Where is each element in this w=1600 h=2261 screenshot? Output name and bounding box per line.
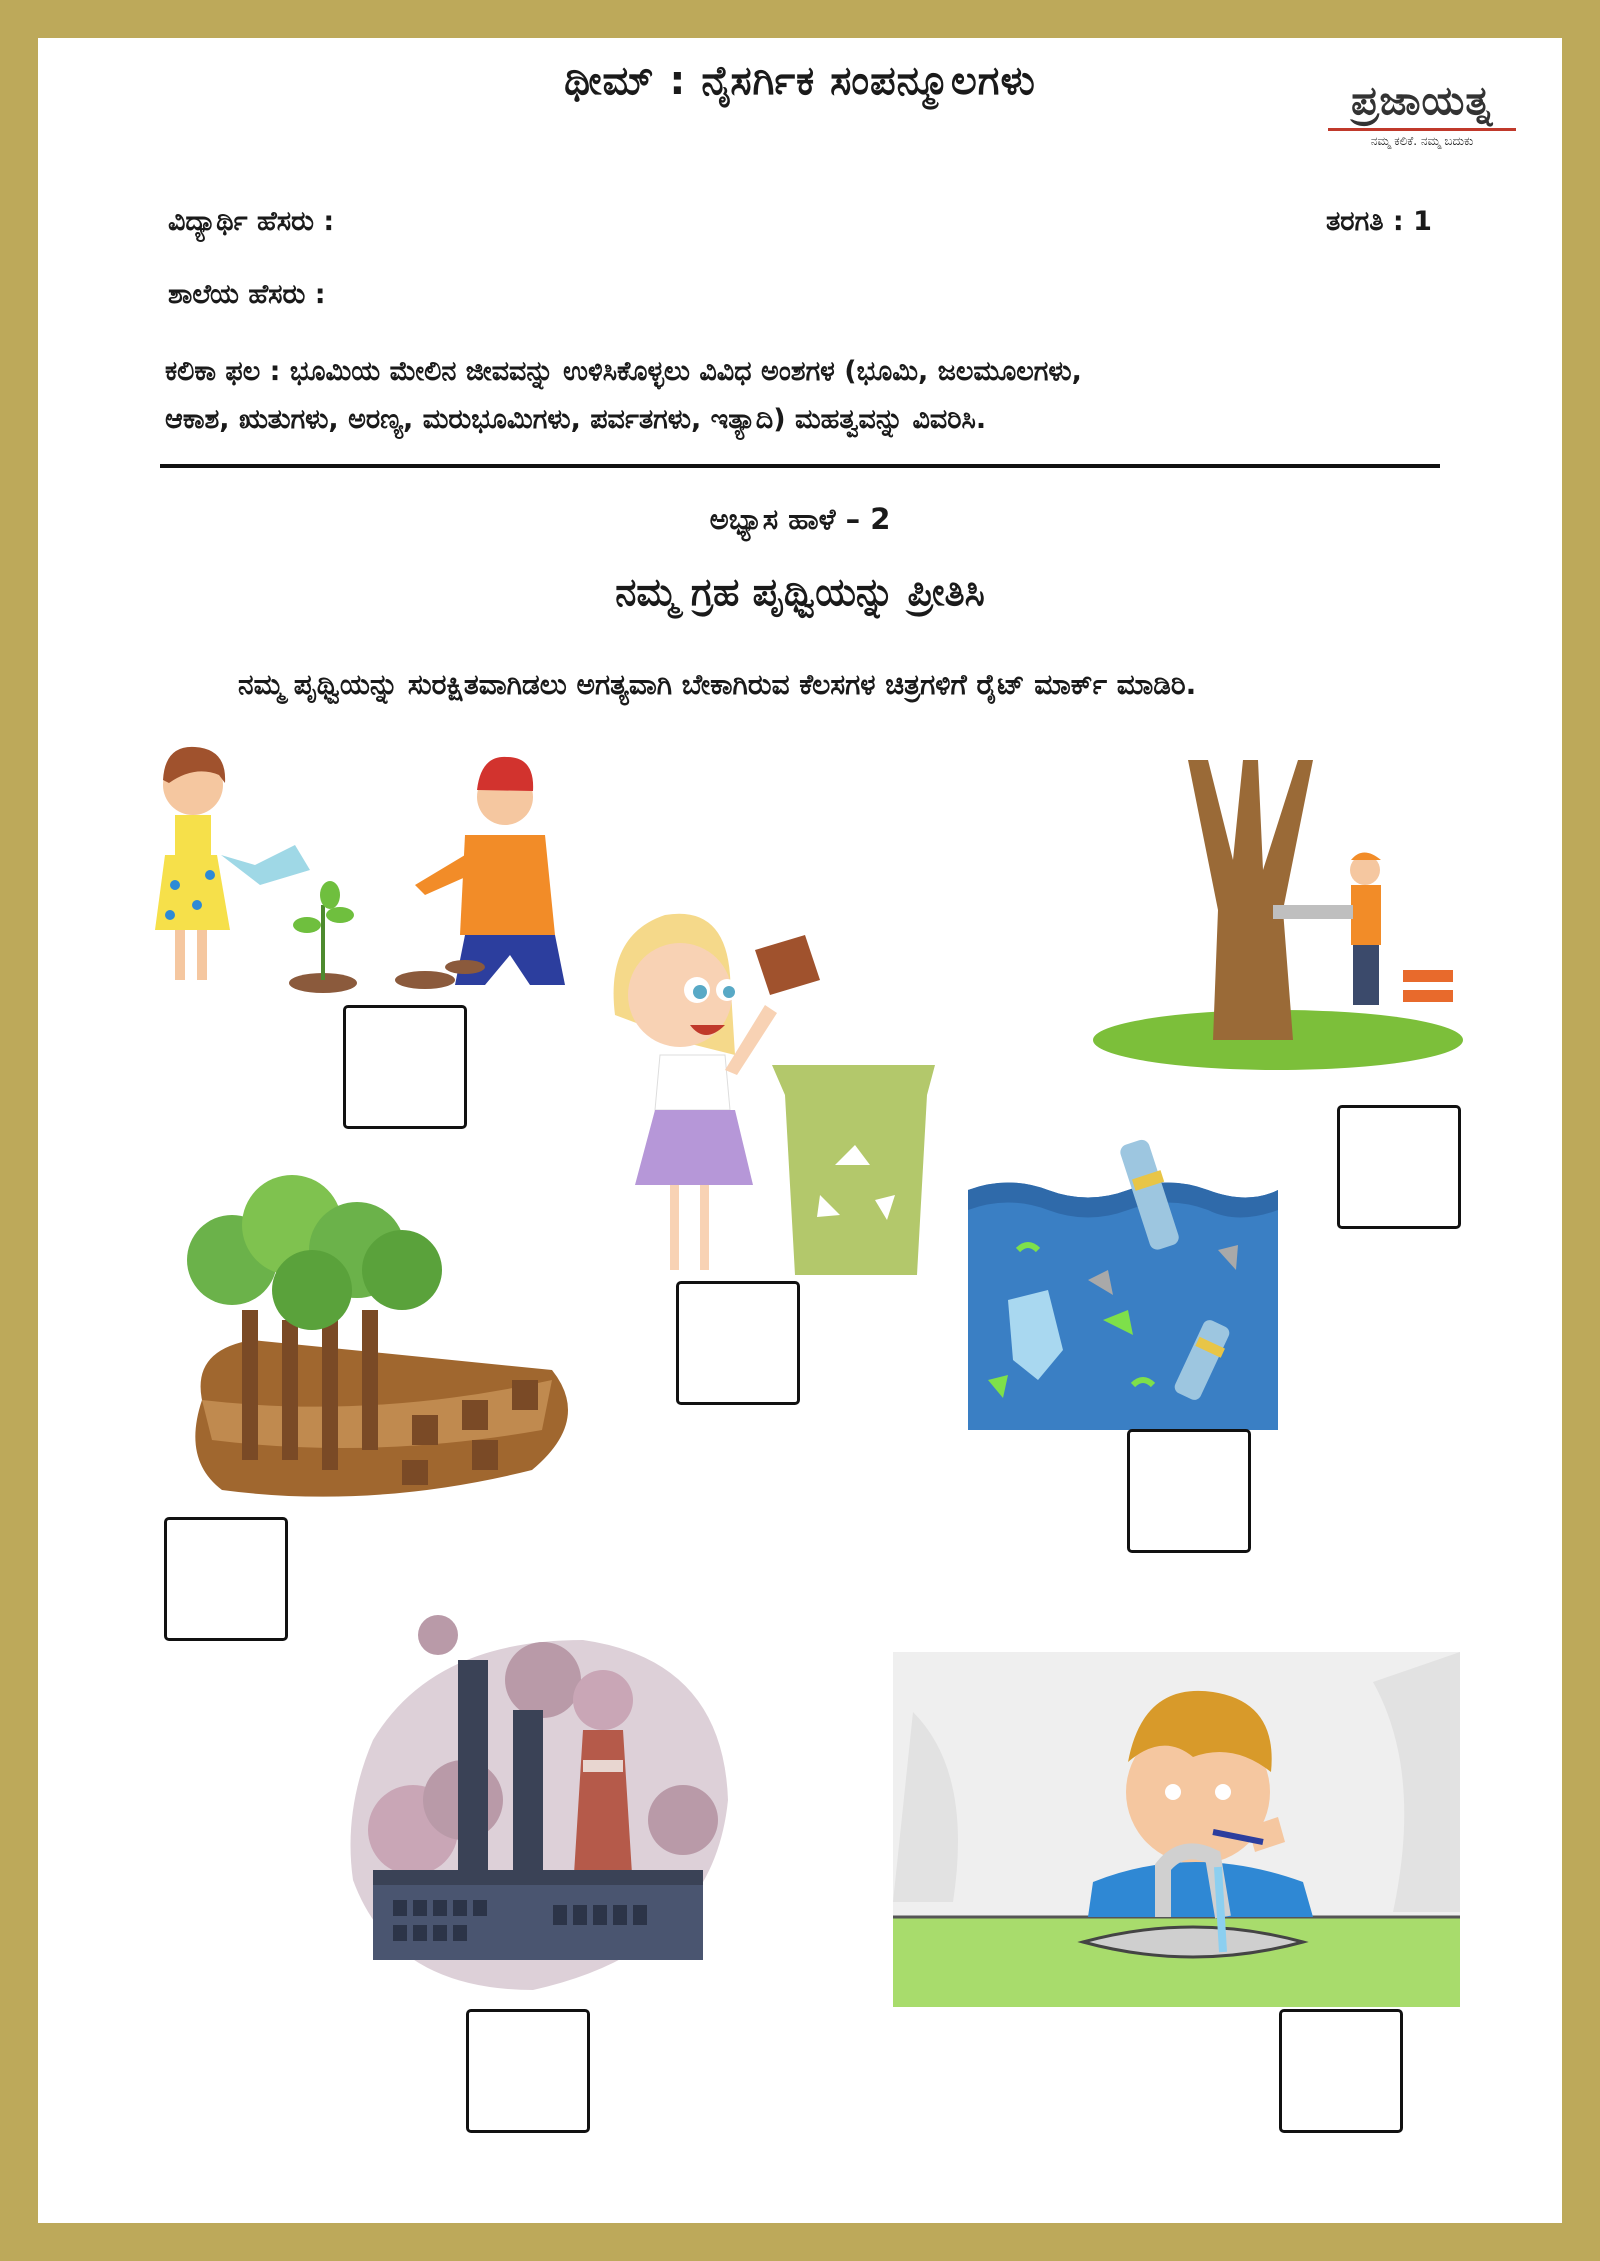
theme-title: ಥೀಮ್ : ನೈಸರ್ಗಿಕ ಸಂಪನ್ಮೂಲಗಳು bbox=[564, 58, 1036, 104]
children-planting-illustration bbox=[135, 735, 585, 995]
learning-outcome bbox=[165, 348, 1455, 444]
instruction-text: ನಮ್ಮ ಪೃಥ್ವಿಯನ್ನು ಸುರಕ್ಷಿತವಾಗಿಡಲು ಅಗತ್ಯವಾಗಿ ಬೇಕಾಗಿರುವ ಕೆಲಸಗಳ ಚಿತ್ರಗಳಿಗೆ ರೈಟ್ ಮಾರ್ಕ್ ಮಾಡಿರಿ. bbox=[238, 668, 1197, 701]
checkbox-deforestation[interactable] bbox=[164, 1517, 288, 1641]
tree-cutting-illustration bbox=[1093, 760, 1463, 1070]
logo-tagline: ನಮ್ಮ ಕಲಿಕೆ. ನಮ್ಮ ಬದುಕು bbox=[1370, 134, 1474, 148]
ocean-plastic-illustration bbox=[968, 1130, 1278, 1430]
factory-pollution-illustration bbox=[333, 1620, 733, 2010]
school-name-label: ಶಾಲೆಯ ಹೆಸರು : bbox=[168, 279, 326, 310]
checkbox-boy-brushing[interactable] bbox=[1279, 2009, 1403, 2133]
checkbox-tree-cutting[interactable] bbox=[1337, 1105, 1461, 1229]
divider-line bbox=[160, 464, 1440, 468]
learning-outcome-line-1: ಕಲಿಕಾ ಫಲ : ಭೂಮಿಯ ಮೇಲಿನ ಜೀವವನ್ನು ಉಳಿಸಿಕೊಳ್ಳಲು ವಿವಿಧ ಅಂಶಗಳ (ಭೂಮಿ, ಜಲಮೂಲಗಳು, bbox=[165, 356, 1082, 387]
learning-outcome-line-2: ಆಕಾಶ, ಋತುಗಳು, ಅರಣ್ಯ, ಮರುಭೂಮಿಗಳು, ಪರ್ವತಗಳು, ಇತ್ಯಾದಿ) ಮಹತ್ವವನ್ನು ವಿವರಿಸಿ. bbox=[165, 404, 987, 435]
student-name-label: ವಿದ್ಯಾರ್ಥಿ ಹೆಸರು : bbox=[168, 206, 335, 237]
deforestation-illustration bbox=[172, 1170, 582, 1510]
checkbox-girl-dustbin[interactable] bbox=[676, 1281, 800, 1405]
girl-dustbin-illustration bbox=[605, 895, 945, 1280]
logo-underline bbox=[1328, 128, 1516, 131]
boy-brushing-illustration bbox=[893, 1652, 1460, 2007]
checkbox-factory-pollution[interactable] bbox=[466, 2009, 590, 2133]
checkbox-ocean-plastic[interactable] bbox=[1127, 1429, 1251, 1553]
class-label: ತರಗತಿ : 1 bbox=[1326, 206, 1432, 237]
worksheet-number: ಅಭ್ಯಾಸ ಹಾಳೆ – 2 bbox=[709, 502, 891, 536]
checkbox-children-planting[interactable] bbox=[343, 1005, 467, 1129]
worksheet-heading: ನಮ್ಮ ಗ್ರಹ ಪೃಥ್ವಿಯನ್ನು ಪ್ರೀತಿಸಿ bbox=[615, 570, 985, 614]
logo-wordmark: ಪ್ರಜಾಯತ್ನ bbox=[1351, 78, 1493, 124]
prajayatna-logo bbox=[1322, 78, 1522, 149]
